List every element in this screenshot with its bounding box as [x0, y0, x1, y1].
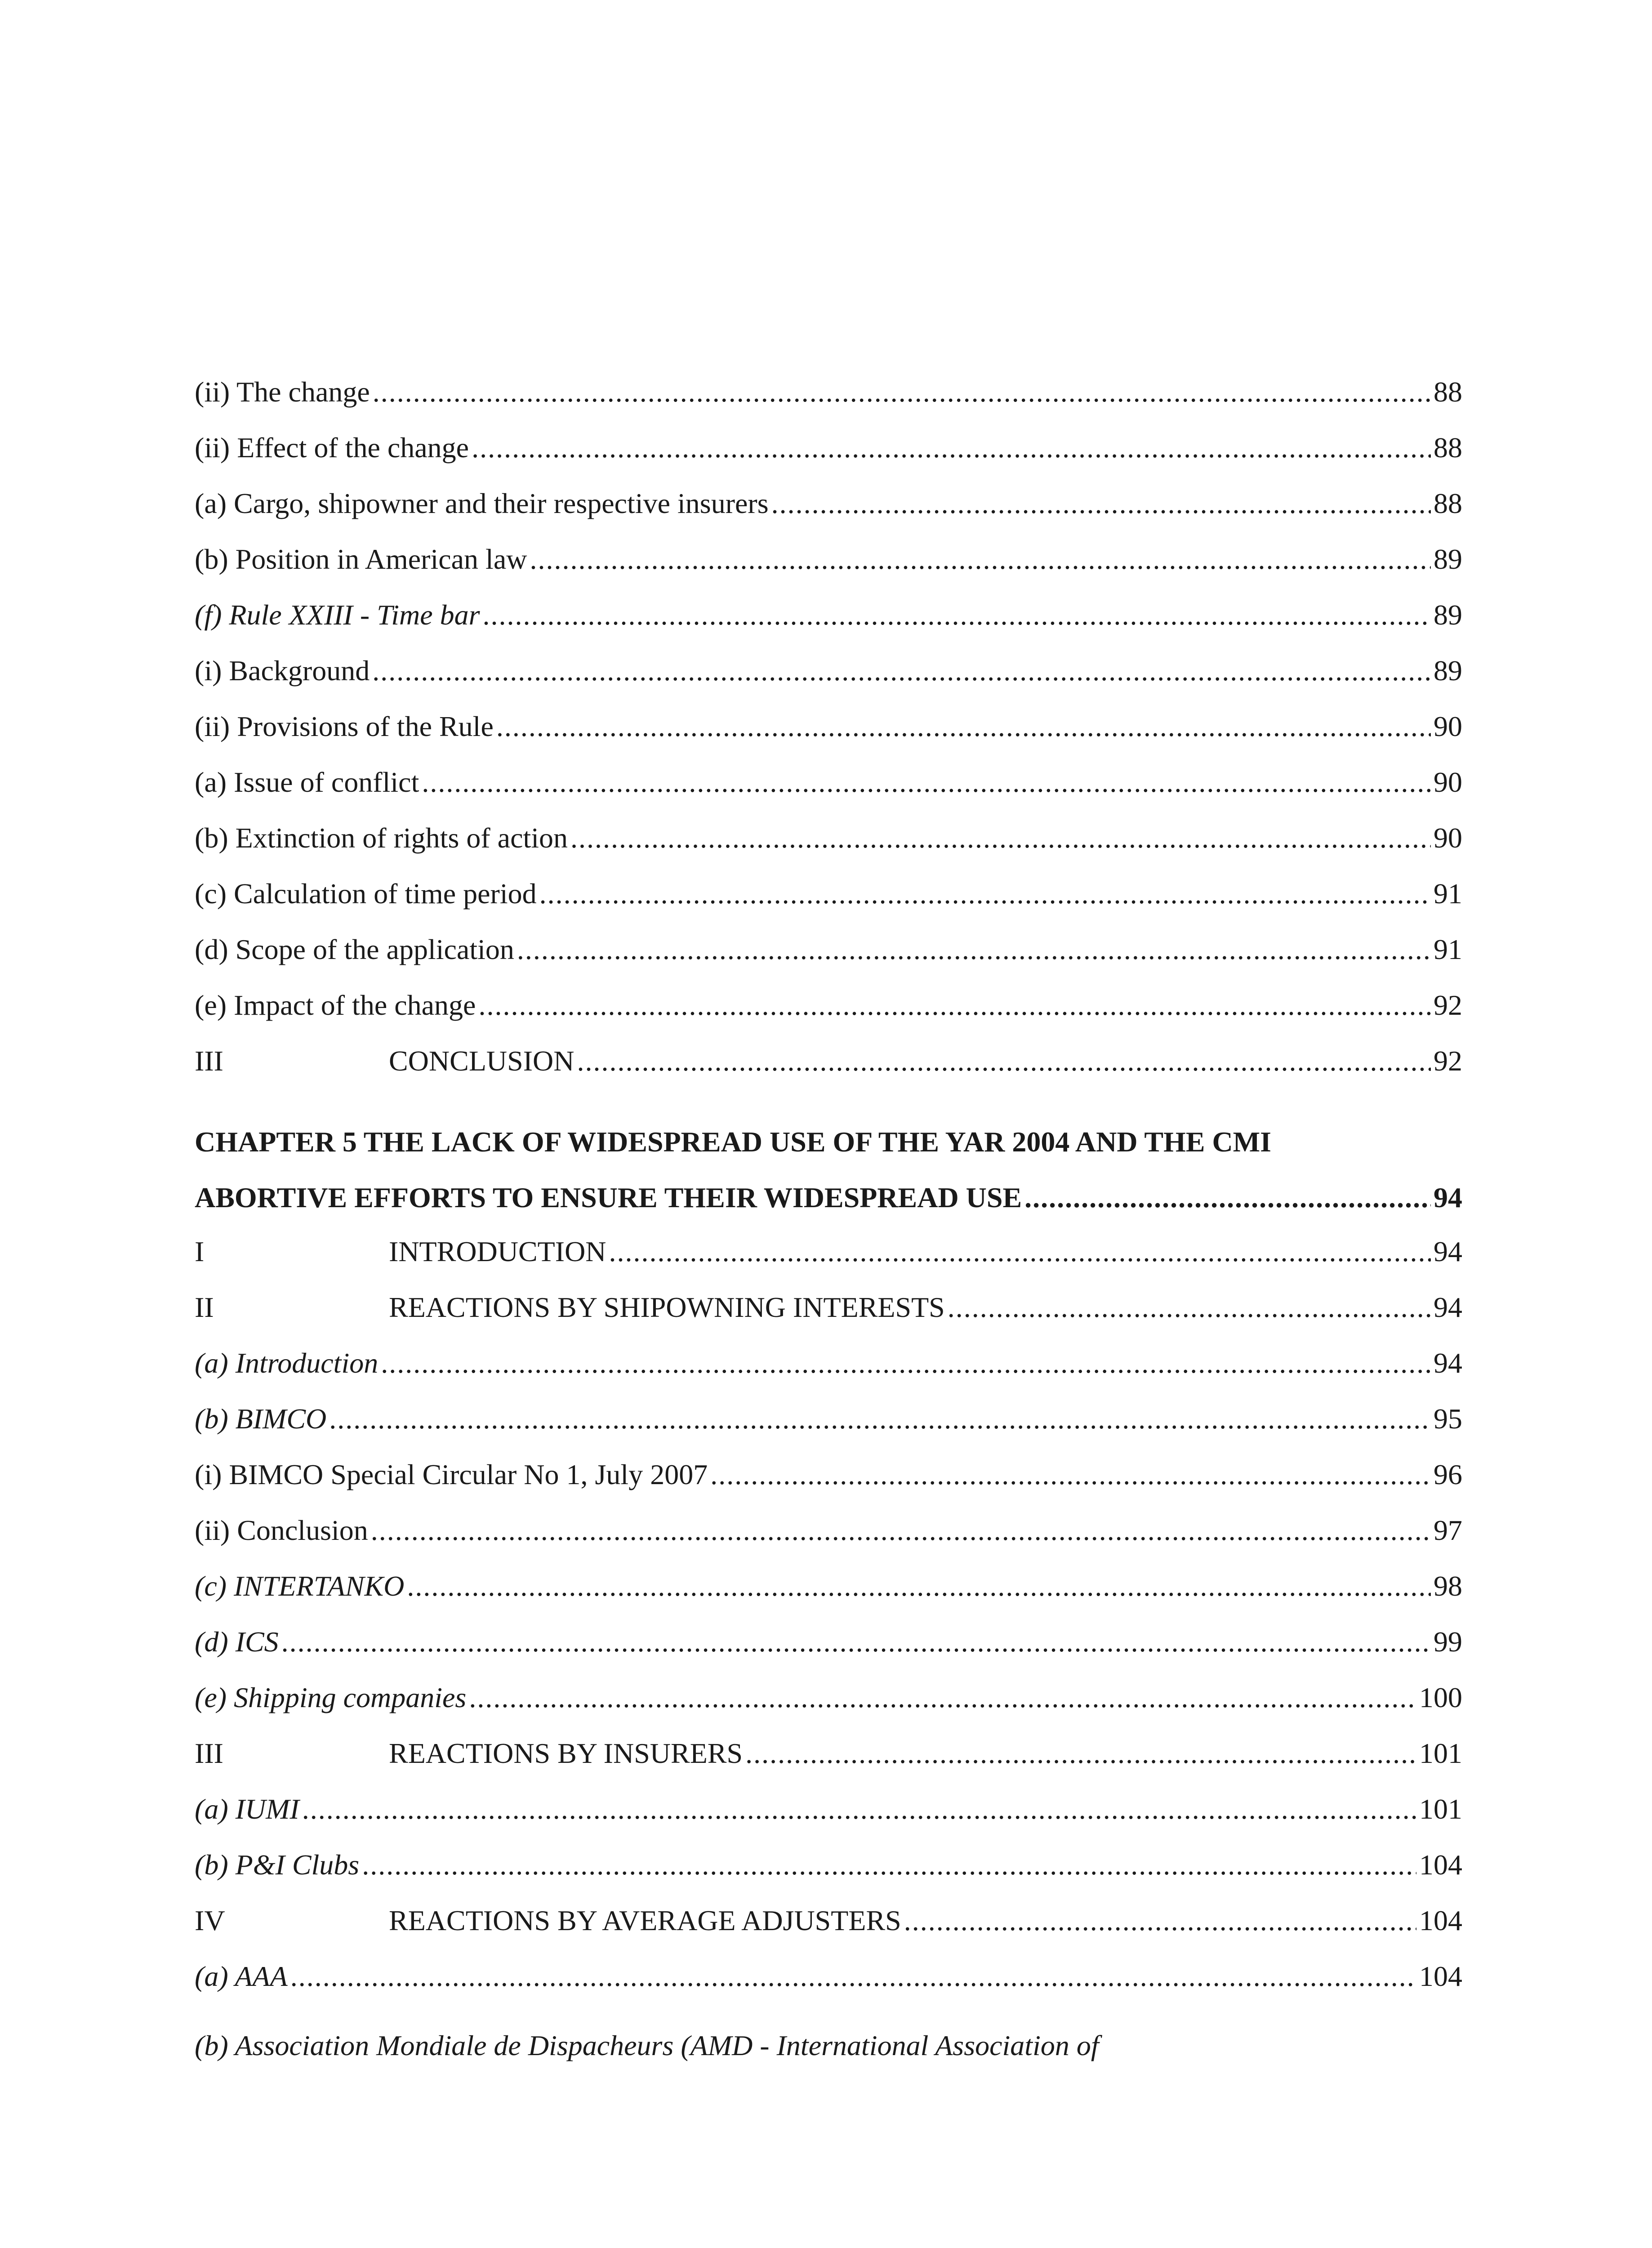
page-number: 92: [1434, 989, 1462, 1021]
toc-entry: [195, 879, 1462, 935]
page-number: 89: [1434, 599, 1462, 631]
toc-entry: [195, 601, 1462, 656]
dot-leader: [478, 991, 1431, 1020]
toc-entry: [195, 656, 1462, 712]
chapter-heading: [195, 1114, 1462, 1226]
page-number: 88: [1434, 376, 1462, 408]
dot-leader: [381, 1349, 1431, 1378]
page-number: 99: [1434, 1626, 1462, 1658]
entry-title: (f) Rule XXIII - Time bar: [195, 599, 480, 631]
page-number: 90: [1434, 822, 1462, 854]
page-number: 95: [1434, 1403, 1462, 1435]
dot-leader: [539, 879, 1431, 908]
chapter-title-line-2: [195, 1170, 1462, 1226]
dot-leader: [373, 378, 1431, 406]
toc-entry: [195, 991, 1462, 1047]
dot-leader: [1024, 1170, 1431, 1226]
toc-entry: [195, 1628, 1462, 1683]
toc-entry: [195, 1739, 1462, 1795]
dot-leader: [948, 1293, 1431, 1322]
page-number: 90: [1434, 710, 1462, 742]
entry-title: REACTIONS BY SHIPOWNING INTERESTS: [389, 1291, 945, 1323]
page-number: 104: [1419, 1905, 1462, 1936]
entry-title: (a) IUMI: [195, 1793, 299, 1825]
table-of-contents: [195, 378, 1462, 2074]
dot-leader: [422, 768, 1431, 797]
toc-entry: [195, 1962, 1462, 2018]
dot-leader: [372, 656, 1431, 685]
dot-leader: [472, 433, 1431, 462]
toc-entry: [195, 1047, 1462, 1102]
page-number: 94: [1434, 1291, 1462, 1323]
page-number: 100: [1419, 1682, 1462, 1713]
toc-entry: [195, 1572, 1462, 1628]
toc-entry: [195, 1851, 1462, 1906]
entry-title: (ii) The change: [195, 376, 370, 408]
page-number: 91: [1434, 933, 1462, 965]
entry-title: (i) Background: [195, 655, 370, 687]
toc-entry-continued: (b) Association Mondiale de Dispacheurs (AMD - International Association of: [195, 2029, 1099, 2061]
entry-title: (i) BIMCO Special Circular No 1, July 2007: [195, 1459, 708, 1490]
toc-entry: [195, 1795, 1462, 1851]
toc-entry: [195, 824, 1462, 879]
dot-leader: [371, 1516, 1431, 1545]
page-number: 88: [1434, 487, 1462, 519]
toc-entry: [195, 1405, 1462, 1460]
toc-entry: [195, 1683, 1462, 1739]
page-number: 89: [1434, 543, 1462, 575]
page-number: 92: [1434, 1045, 1462, 1077]
dot-leader: [281, 1628, 1431, 1656]
toc-entry: [195, 1516, 1462, 1572]
page-number: 101: [1419, 1737, 1462, 1769]
toc-entry: [195, 378, 1462, 433]
page-number: 101: [1419, 1793, 1462, 1825]
page-number: 97: [1434, 1514, 1462, 1546]
dot-leader: [530, 545, 1431, 574]
page-number: 88: [1434, 432, 1462, 464]
dot-leader: [577, 1047, 1431, 1075]
entry-title: (ii) Provisions of the Rule: [195, 710, 494, 742]
entry-title: (a) Cargo, shipowner and their respective insurers: [195, 487, 769, 519]
dot-leader: [609, 1237, 1431, 1266]
section-number: III: [195, 1737, 223, 1769]
toc-entry: [195, 1460, 1462, 1516]
toc-entry: [195, 1293, 1462, 1349]
entry-title: (b) P&I Clubs: [195, 1849, 360, 1881]
toc-entry: [195, 545, 1462, 601]
entry-title: (ii) Conclusion: [195, 1514, 368, 1546]
chapter-page-number: 94: [1434, 1182, 1462, 1213]
dot-leader: [904, 1906, 1416, 1935]
dot-leader: [483, 601, 1431, 629]
toc-entry: [195, 935, 1462, 991]
toc-entries-after: [195, 1237, 1462, 2018]
entry-title: (a) Introduction: [195, 1347, 378, 1379]
dot-leader: [710, 1460, 1431, 1489]
dot-leader: [290, 1962, 1416, 1991]
toc-entry: [195, 1237, 1462, 1293]
dot-leader: [570, 824, 1431, 852]
page-number: 94: [1434, 1347, 1462, 1379]
dot-leader: [362, 1851, 1416, 1879]
toc-entry: [195, 1349, 1462, 1405]
toc-entry: [195, 1906, 1462, 1962]
entry-title: (e) Shipping companies: [195, 1682, 467, 1713]
section-number: III: [195, 1045, 223, 1077]
page-number: 104: [1419, 1960, 1462, 1992]
dot-leader: [407, 1572, 1431, 1601]
entry-title: (b) Position in American law: [195, 543, 527, 575]
entry-title: REACTIONS BY AVERAGE ADJUSTERS: [389, 1905, 901, 1936]
dot-leader: [302, 1795, 1416, 1824]
entry-title: (c) Calculation of time period: [195, 878, 537, 910]
page-number: 104: [1419, 1849, 1462, 1881]
dot-leader: [329, 1405, 1431, 1433]
toc-entry: [195, 489, 1462, 545]
chapter-title-line-1: CHAPTER 5 THE LACK OF WIDESPREAD USE OF THE YAR 2004 AND THE CMI: [195, 1126, 1272, 1158]
entry-title: (b) BIMCO: [195, 1403, 327, 1435]
page-number: 98: [1434, 1570, 1462, 1602]
entry-title: (a) AAA: [195, 1960, 288, 1992]
entry-title: REACTIONS BY INSURERS: [389, 1737, 743, 1769]
dot-leader: [771, 489, 1431, 518]
dot-leader: [745, 1739, 1416, 1768]
toc-entries-before: [195, 378, 1462, 1102]
entry-title: (d) ICS: [195, 1626, 279, 1658]
entry-title: (b) Extinction of rights of action: [195, 822, 568, 854]
entry-title: CONCLUSION: [389, 1045, 574, 1077]
entry-title: (c) INTERTANKO: [195, 1570, 405, 1602]
toc-entry: [195, 433, 1462, 489]
page-number: 91: [1434, 878, 1462, 910]
section-number: II: [195, 1291, 214, 1323]
page-number: 96: [1434, 1459, 1462, 1490]
entry-title: (ii) Effect of the change: [195, 432, 469, 464]
entry-title: INTRODUCTION: [389, 1236, 606, 1267]
toc-entry: [195, 712, 1462, 768]
page-number: 89: [1434, 655, 1462, 687]
entry-title: (a) Issue of conflict: [195, 766, 419, 798]
section-number: IV: [195, 1905, 225, 1936]
entry-title: (e) Impact of the change: [195, 989, 476, 1021]
section-number: I: [195, 1236, 205, 1267]
page-number: 94: [1434, 1236, 1462, 1267]
toc-entry: [195, 768, 1462, 824]
dot-leader: [469, 1683, 1416, 1712]
dot-leader: [517, 935, 1431, 964]
dot-leader: [496, 712, 1431, 741]
chapter-title-text: ABORTIVE EFFORTS TO ENSURE THEIR WIDESPREAD USE: [195, 1182, 1022, 1213]
page-number: 90: [1434, 766, 1462, 798]
entry-title: (d) Scope of the application: [195, 933, 514, 965]
